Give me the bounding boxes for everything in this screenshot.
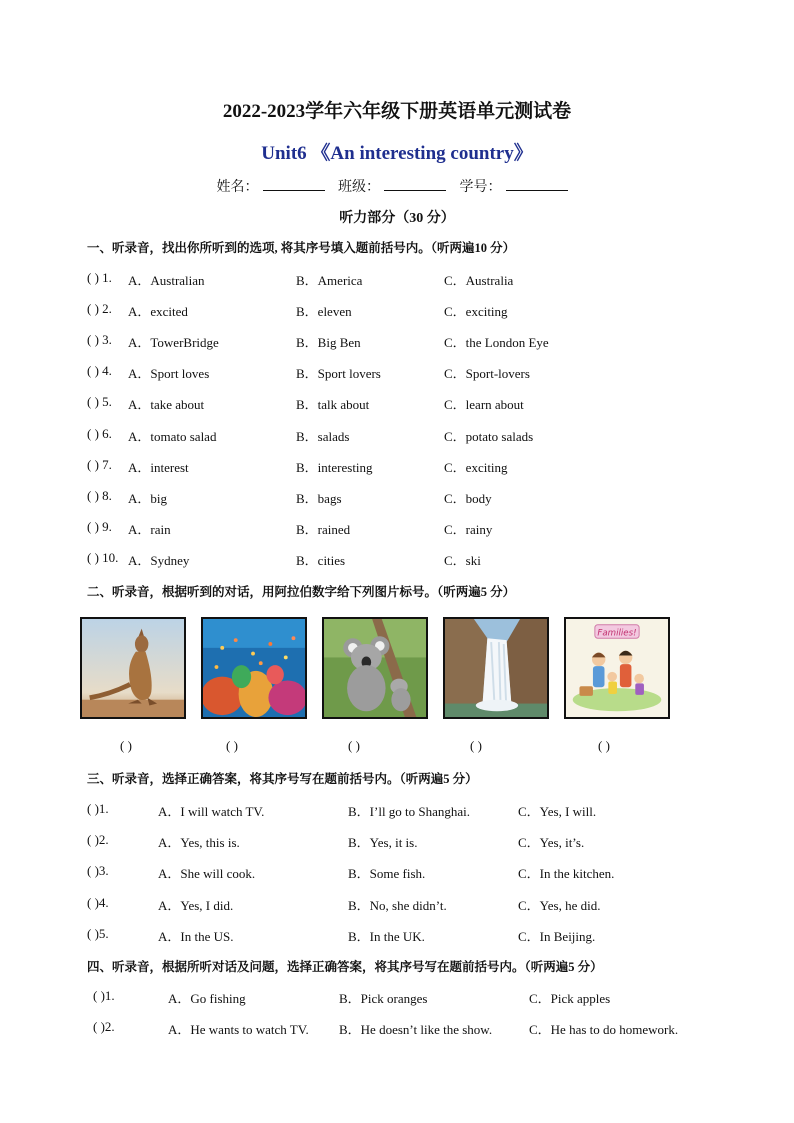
option-c: C．Yes, he did.	[518, 897, 601, 913]
option-b: B．Pick oranges	[339, 991, 428, 1006]
option-b: B．salads	[296, 428, 350, 444]
question-row	[0, 863, 794, 883]
option-c: C．the London Eye	[444, 335, 549, 351]
option-c: C．exciting	[444, 304, 508, 320]
koala-image	[322, 617, 428, 719]
option-a: A．She will cook.	[158, 866, 256, 882]
answer-blank[interactable]: ( )2.	[87, 832, 109, 848]
option-b: B．I’ll go to Shanghai.	[348, 804, 471, 819]
option-b: B．Some fish.	[348, 866, 426, 882]
id-label: 学号：	[459, 180, 502, 195]
option-b: B．In the UK.	[348, 928, 425, 944]
class-label: 班级：	[338, 180, 380, 195]
picture-number-blank[interactable]: ( )	[226, 738, 238, 753]
option-c: C．Yes, I will.	[518, 804, 597, 819]
answer-blank[interactable]: ( ) 1.	[87, 270, 112, 285]
student-info	[0, 176, 794, 196]
family-picnic-image	[564, 617, 670, 719]
picture-number-blank[interactable]: ( )	[598, 738, 610, 753]
question-row	[0, 394, 794, 414]
option-a: A．I will watch TV.	[158, 804, 265, 819]
option-a: A．take about	[128, 397, 205, 413]
option-a: A．tomato salad	[128, 428, 217, 444]
answer-blank[interactable]: ( )3.	[87, 863, 109, 879]
answer-blank[interactable]: ( )4.	[87, 894, 109, 910]
section3-title: 三、听录音，选择正确答案，将其序号写在题前括号内。（听两遍5 分）	[87, 772, 478, 786]
answer-blank[interactable]: ( ) 3.	[87, 332, 112, 348]
answer-blank[interactable]: ( ) 9.	[87, 518, 112, 534]
option-b: B．Big Ben	[296, 335, 361, 351]
question-row	[0, 301, 794, 321]
sign-text: Families!	[597, 628, 637, 639]
option-b: B．Sport lovers	[296, 366, 381, 382]
option-a: A．Go fishing	[168, 991, 246, 1006]
option-a: A．Sydney	[128, 552, 190, 568]
option-b: B．No, she didn’t.	[348, 897, 447, 913]
picture-number-blank[interactable]: ( )	[348, 738, 360, 753]
question-row	[0, 332, 794, 352]
option-a: A．interest	[128, 459, 189, 475]
option-c: C．In the kitchen.	[518, 866, 615, 882]
question-row	[0, 426, 794, 446]
answer-blank[interactable]: ( ) 2.	[87, 301, 112, 317]
option-c: C．Yes, it’s.	[518, 835, 585, 851]
section4-title: 四、听录音，根据所听对话及问题，选择正确答案，将其序号写在题前括号内。（听两遍5 分）	[87, 960, 603, 974]
option-c: C．learn about	[444, 397, 524, 413]
page-title: 2022-2023学年六年级下册英语单元测试卷	[222, 101, 572, 122]
answer-blank[interactable]: ( ) 5.	[87, 394, 112, 410]
option-b: B．cities	[296, 552, 346, 568]
option-b: B．eleven	[296, 304, 352, 320]
section1-title: 一、听录音，找出你所听到的选项, 将其序号填入题前括号内。（听两遍10 分）	[87, 241, 516, 255]
option-b: B．Yes, it is.	[348, 835, 418, 851]
question-row	[0, 457, 794, 477]
question-row	[0, 988, 794, 1008]
option-a: A．In the US.	[158, 928, 234, 944]
class-blank	[384, 178, 446, 191]
waterfall-image	[443, 617, 549, 719]
option-c: C．Australia	[444, 273, 514, 288]
picture-number-blank[interactable]: ( )	[470, 738, 482, 753]
answer-blank[interactable]: ( )2.	[93, 1019, 115, 1034]
option-c: C．Sport-lovers	[444, 366, 530, 382]
answer-blank[interactable]: ( ) 10.	[87, 549, 119, 565]
answer-blank[interactable]: ( ) 4.	[87, 363, 112, 379]
name-label: 姓名：	[216, 180, 259, 195]
question-row	[0, 801, 794, 821]
kangaroo-image	[80, 617, 186, 719]
option-a: A．rain	[128, 521, 171, 537]
answer-blank[interactable]: ( ) 8.	[87, 487, 112, 503]
question-row	[0, 1019, 794, 1039]
option-c: C．In Beijing.	[518, 928, 596, 944]
picture-row	[80, 617, 720, 723]
part-title: 听力部分（30 分）	[339, 211, 455, 226]
option-c: C．exciting	[444, 459, 508, 475]
section2-title: 二、听录音，根据听到的对话，用阿拉伯数字给下列图片标号。（听两遍5 分）	[87, 585, 516, 599]
option-b: B．interesting	[296, 459, 373, 475]
option-c: C．Pick apples	[529, 991, 611, 1006]
option-c: C．body	[444, 490, 492, 506]
coral-reef-image	[201, 617, 307, 719]
option-a: A．Yes, I did.	[158, 897, 234, 913]
option-a: A．He wants to watch TV.	[168, 1022, 309, 1037]
answer-blank[interactable]: ( ) 7.	[87, 456, 112, 472]
option-c: C．potato salads	[444, 428, 534, 444]
option-c: C．He has to do homework.	[529, 1022, 679, 1037]
option-b: B．He doesn’t like the show.	[339, 1022, 493, 1037]
answer-blank[interactable]: ( )1.	[87, 801, 109, 816]
question-row	[0, 832, 794, 852]
option-c: C．ski	[444, 552, 481, 568]
option-b: B．bags	[296, 490, 342, 506]
question-row	[0, 926, 794, 946]
unit-subtitle: Unit6 《An interesting country》	[261, 143, 533, 164]
question-row	[0, 519, 794, 539]
option-a: A．TowerBridge	[128, 335, 219, 351]
option-a: A．big	[128, 490, 168, 506]
option-c: C．rainy	[444, 521, 493, 537]
question-row	[0, 363, 794, 383]
picture-number-blank[interactable]: ( )	[120, 738, 132, 753]
option-b: B．talk about	[296, 397, 370, 413]
option-b: B．rained	[296, 521, 351, 537]
question-row	[0, 895, 794, 915]
question-row	[0, 270, 794, 290]
name-blank	[263, 178, 325, 191]
option-a: A．Australian	[128, 273, 205, 288]
option-b: B．America	[296, 273, 363, 288]
id-blank	[506, 178, 568, 191]
answer-blank[interactable]: ( ) 6.	[87, 425, 112, 441]
answer-blank[interactable]: ( )5.	[87, 925, 109, 941]
question-row	[0, 550, 794, 570]
question-row	[0, 488, 794, 508]
option-a: A．Sport loves	[128, 366, 210, 382]
option-a: A．excited	[128, 304, 188, 320]
answer-blank[interactable]: ( )1.	[93, 988, 115, 1003]
option-a: A．Yes, this is.	[158, 835, 240, 851]
